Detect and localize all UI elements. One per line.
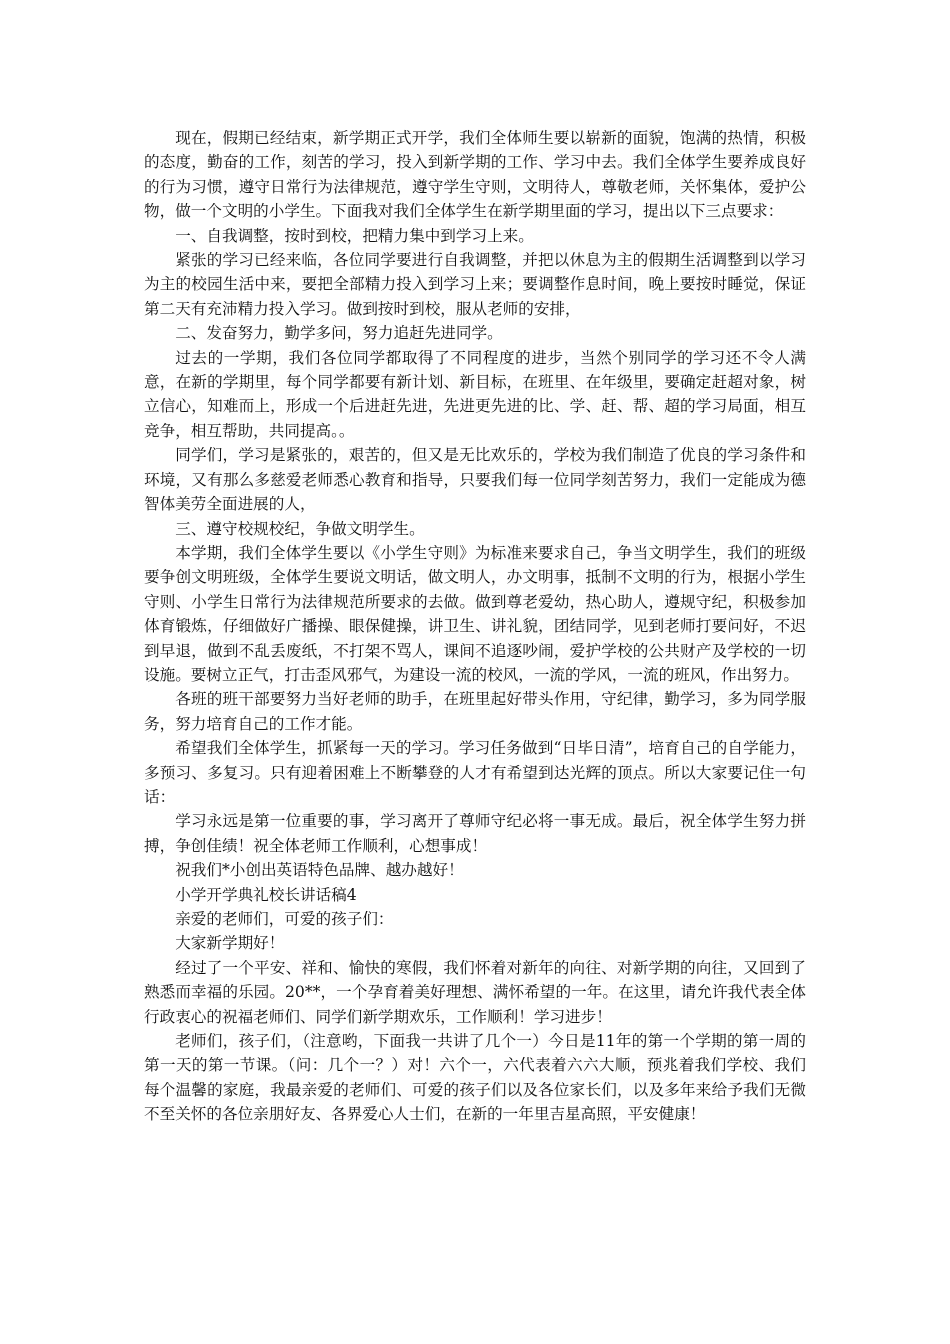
paragraph-point-three-body: 本学期，我们全体学生要以《小学生守则》为标准来要求自己，争当文明学生，我们的班级要争创文明班级，全体学生要说文明话，做文明人，办文明事，抵制不文明的行为，根据小学生守则、小学生日常行为法律规范所要求的去做。做到尊老爱幼，热心助人，遵规守纪，积极参加体育锻炼，仔细做好广播操、眼保健操，讲卫生、讲礼貌，团结同学，见到老师打要问好，不迟到早退，做到不乱丢废纸，不打架不骂人，课间不追逐吵闹，爱护学校的公共财产及学校的一切设施。要树立正气，打击歪风邪气，为建设一流的校风，一流的学风，一流的班风，作出努力。 <box>144 543 806 684</box>
document-page <box>144 126 806 1127</box>
section-title-speech-4: 小学开学典礼校长讲话稿4 <box>175 885 357 904</box>
paragraph-point-two-body: 过去的一学期，我们各位同学都取得了不同程度的进步，当然个别同学的学习还不令人满意，在新的学期里，每个同学都要有新计划、新目标，在班里、在年级里，要确定赶超对象，树立信心，知难而上，形成一个后进赶先进，先进更先进的比、学、赶、帮、超的学习局面，相互竞争，相互帮助，共同提高。。 <box>144 348 806 440</box>
paragraph-wish: 祝我们*小创出英语特色品牌、越办越好！ <box>175 861 464 880</box>
heading-point-three: 三、遵守校规校纪，争做文明学生。 <box>175 519 425 538</box>
paragraph-motto: 学习永远是第一位重要的事，学习离开了尊师守纪必将一事无成。最后，祝全体学生努力拼搏，争创佳绩！祝全体老师工作顺利，心想事成！ <box>144 812 806 855</box>
paragraph-winter-break: 经过了一个平安、祥和、愉快的寒假，我们怀着对新年的向往、对新学期的向往，又回到了熟悉而幸福的乐园。20**，一个孕育着美好理想、满怀希望的一年。在这里，请允许我代表全体行政衷心的祝福老师们、同学们新学期欢乐，工作顺利！学习进步！ <box>144 958 806 1026</box>
heading-point-one: 一、自我调整，按时到校，把精力集中到学习上来。 <box>175 226 534 245</box>
paragraph-point-one-body: 紧张的学习已经来临，各位同学要进行自我调整，并把以休息为主的假期生活调整到以学习为主的校园生活中来，要把全部精力投入到学习上来；要调整作息时间，晚上要按时睡觉，保证第二天有充沛精力投入学习。做到按时到校，服从老师的安排， <box>144 251 806 318</box>
salutation: 亲爱的老师们，可爱的孩子们： <box>175 910 394 928</box>
paragraph-six-ones: 老师们，孩子们，（注意哟，下面我一共讲了几个一）今日是11年的第一个学期的第一周的第一天的第一节课。（问：几个一？）对！六个一，六代表着六六大顺，预兆着我们学校、我们每个温馨的家庭，我最亲爱的老师们、可爱的孩子们以及各位家长们，以及多年来给予我们无微不至关怀的各位亲朋好友、各界爱心人士们，在新的一年里吉星高照，平安健康！ <box>144 1032 806 1124</box>
heading-point-two: 二、发奋努力，勤学多问，努力追赶先进同学。 <box>175 324 503 343</box>
paragraph-hope: 希望我们全体学生，抓紧每一天的学习。学习任务做到“日毕日清”，培育自己的自学能力，多预习、多复习。只有迎着困难上不断攀登的人才有希望到达光辉的顶点。所以大家要记住一句话： <box>144 739 806 806</box>
paragraph-class-leaders: 各班的班干部要努力当好老师的助手，在班里起好带头作用，守纪律，勤学习，多为同学服务，努力培育自己的工作才能。 <box>144 690 806 733</box>
greeting: 大家新学期好！ <box>175 934 285 953</box>
paragraph-point-two-encouragement: 同学们，学习是紧张的，艰苦的，但又是无比欢乐的，学校为我们制造了优良的学习条件和环境，又有那么多慈爱老师悉心教育和指导，只要我们每一位同学刻苦努力，我们一定能成为德智体美劳全面进展的人， <box>144 446 806 514</box>
paragraph-intro: 现在，假期已经结束，新学期正式开学，我们全体师生要以崭新的面貌，饱满的热情，积极的态度，勤奋的工作，刻苦的学习，投入到新学期的工作、学习中去。我们全体学生要养成良好的行为习惯，遵守日常行为法律规范，遵守学生守则，文明待人，尊敬老师，关怀集体，爱护公物，做一个文明的小学生。下面我对我们全体学生在新学期里面的学习，提出以下三点要求： <box>144 129 806 221</box>
